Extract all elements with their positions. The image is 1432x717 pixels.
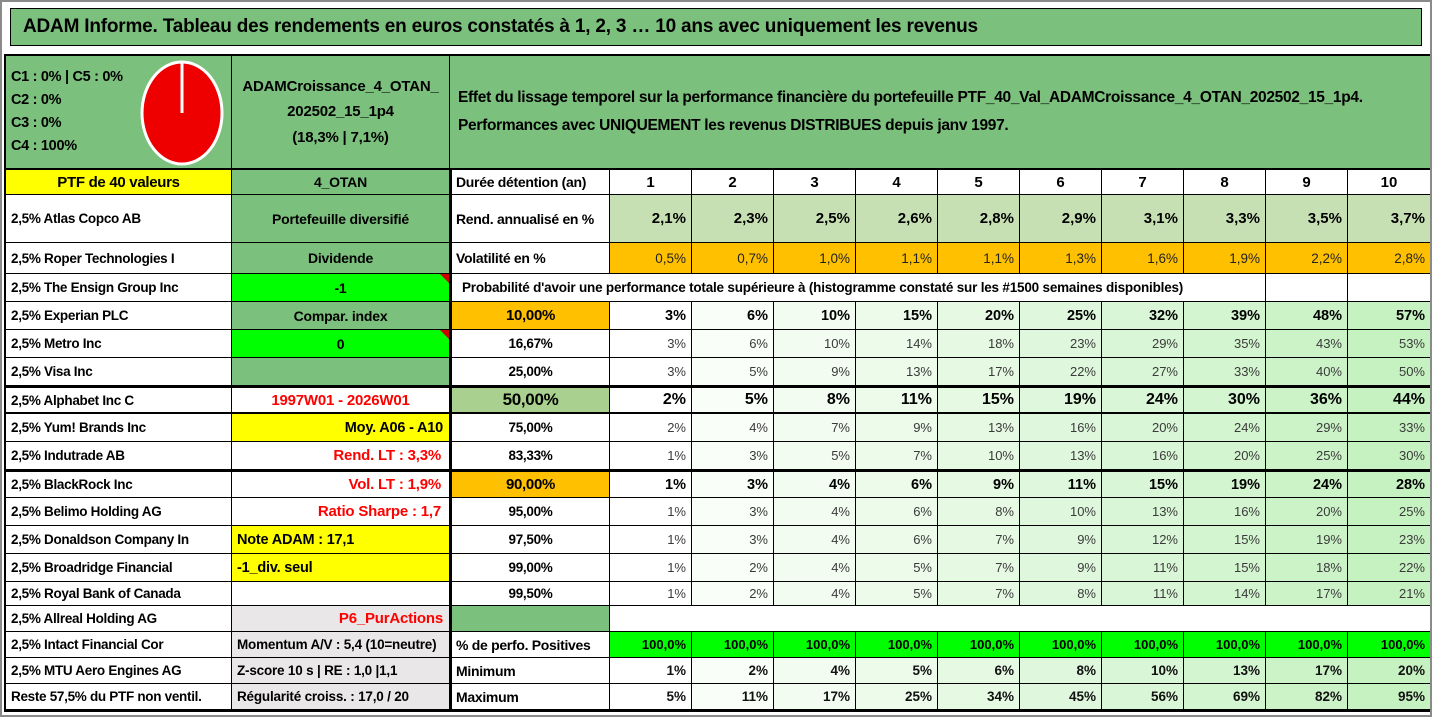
table-row <box>6 582 1430 606</box>
value-cell[interactable]: 0,7% <box>692 243 774 274</box>
spacer-cell <box>610 606 1430 632</box>
value-cell[interactable]: 6% <box>692 302 774 330</box>
value-cell[interactable]: 7% <box>938 526 1020 554</box>
stock-weight-cell[interactable]: 2,5% Experian PLC <box>6 302 232 330</box>
value-cell[interactable]: 82% <box>1266 684 1348 710</box>
portfolio-name-line: (18,3% | 7,1%) <box>292 128 389 146</box>
value-cell[interactable]: 5% <box>692 388 774 412</box>
row-label-cell[interactable]: % de perfo. Positives <box>450 632 610 658</box>
value-cell[interactable]: 24% <box>1266 472 1348 498</box>
value-cell[interactable]: 21% <box>1348 582 1430 606</box>
main-table <box>4 54 1432 712</box>
value-cell[interactable]: 100,0% <box>1348 632 1430 658</box>
value-cell[interactable]: 9% <box>856 414 938 442</box>
portfolio-attribute-cell[interactable]: 0 <box>232 330 450 358</box>
value-cell[interactable]: 1% <box>610 442 692 470</box>
page-title: ADAM Informe. Tableau des rendements en euros constatés à 1, 2, 3 … 10 ans avec uniquement les revenus <box>10 8 1422 46</box>
row-label-cell[interactable]: 83,33% <box>450 442 610 470</box>
value-cell[interactable]: 16% <box>1102 442 1184 470</box>
allocation-summary-cell[interactable] <box>6 56 232 168</box>
portfolio-attribute-cell[interactable]: 4_OTAN <box>232 170 450 195</box>
allocation-line: C1 : 0% | C5 : 0% <box>11 68 123 85</box>
value-cell[interactable]: 8% <box>774 388 856 412</box>
value-cell[interactable]: 7% <box>774 414 856 442</box>
value-cell[interactable]: 2,6% <box>856 195 938 243</box>
value-cell[interactable]: 13% <box>938 414 1020 442</box>
portfolio-attribute-cell[interactable]: -1 <box>232 274 450 302</box>
value-cell[interactable]: 48% <box>1266 302 1348 330</box>
value-cell[interactable]: 6% <box>938 658 1020 684</box>
portfolio-attribute-cell[interactable] <box>232 582 450 606</box>
table-row <box>6 386 1430 414</box>
value-cell[interactable]: 30% <box>1348 442 1430 470</box>
row-label-cell[interactable]: Volatilité en % <box>450 243 610 274</box>
value-cell[interactable]: 100,0% <box>1102 632 1184 658</box>
value-cell[interactable]: 13% <box>1102 498 1184 526</box>
value-cell[interactable]: 1,0% <box>774 243 856 274</box>
value-cell[interactable]: 4% <box>774 498 856 526</box>
row-label-cell[interactable]: Minimum <box>450 658 610 684</box>
stock-weight-cell[interactable]: 2,5% Broadridge Financial <box>6 554 232 582</box>
row-label-cell[interactable]: 95,00% <box>450 498 610 526</box>
stock-weight-cell[interactable]: 2,5% Royal Bank of Canada <box>6 582 232 606</box>
value-cell[interactable]: 4% <box>774 582 856 606</box>
value-cell[interactable]: 40% <box>1266 358 1348 386</box>
portfolio-description-cell[interactable] <box>450 56 1430 168</box>
value-cell[interactable]: 2% <box>610 388 692 412</box>
value-cell[interactable]: 18% <box>1266 554 1348 582</box>
value-cell[interactable]: 13% <box>1020 442 1102 470</box>
value-cell[interactable]: 1% <box>610 526 692 554</box>
value-cell[interactable]: 17% <box>774 684 856 710</box>
value-cell[interactable]: 100,0% <box>1020 632 1102 658</box>
value-cell[interactable]: 5% <box>856 554 938 582</box>
value-cell[interactable]: 29% <box>1266 414 1348 442</box>
portfolio-attribute-cell[interactable]: Dividende <box>232 243 450 274</box>
value-cell[interactable]: 12% <box>1102 526 1184 554</box>
duration-header-cell[interactable]: 9 <box>1266 170 1348 195</box>
value-cell[interactable]: 3% <box>610 358 692 386</box>
value-cell[interactable]: 4% <box>692 414 774 442</box>
value-cell[interactable]: 9% <box>1020 526 1102 554</box>
value-cell[interactable]: 2,8% <box>938 195 1020 243</box>
value-cell[interactable]: 6% <box>856 472 938 498</box>
value-cell[interactable]: 5% <box>610 684 692 710</box>
value-cell[interactable]: 8% <box>1020 658 1102 684</box>
value-cell[interactable]: 15% <box>1102 472 1184 498</box>
value-cell[interactable]: 3,3% <box>1184 195 1266 243</box>
value-cell[interactable]: 6% <box>692 330 774 358</box>
probability-note-cell[interactable]: Probabilité d'avoir une performance totale supérieure à (histogramme constaté sur les #1500 semaines disponibles) <box>450 274 1266 302</box>
value-cell[interactable]: 11% <box>1102 582 1184 606</box>
empty-cell[interactable] <box>1266 274 1348 302</box>
value-cell[interactable]: 2% <box>692 554 774 582</box>
portfolio-attribute-cell[interactable]: Momentum A/V : 5,4 (10=neutre) <box>232 632 450 658</box>
row-label-cell[interactable]: Rend. annualisé en % <box>450 195 610 243</box>
value-cell[interactable]: 23% <box>1348 526 1430 554</box>
stock-weight-cell[interactable]: 2,5% Allreal Holding AG <box>6 606 232 632</box>
value-cell[interactable]: 22% <box>1348 554 1430 582</box>
value-cell[interactable]: 8% <box>938 498 1020 526</box>
value-cell[interactable]: 3,5% <box>1266 195 1348 243</box>
stock-weight-cell[interactable]: 2,5% Belimo Holding AG <box>6 498 232 526</box>
table-row <box>6 302 1430 330</box>
table-row <box>6 470 1430 498</box>
table-row <box>6 243 1430 274</box>
value-cell[interactable]: 24% <box>1184 414 1266 442</box>
value-cell[interactable]: 25% <box>1266 442 1348 470</box>
value-cell[interactable]: 53% <box>1348 330 1430 358</box>
table-row <box>6 554 1430 582</box>
value-cell[interactable]: 10% <box>774 302 856 330</box>
value-cell[interactable]: 15% <box>938 388 1020 412</box>
value-cell[interactable]: 22% <box>1020 358 1102 386</box>
value-cell[interactable]: 4% <box>774 554 856 582</box>
value-cell[interactable]: 5% <box>856 658 938 684</box>
value-cell[interactable]: 10% <box>1020 498 1102 526</box>
value-cell[interactable]: 24% <box>1102 388 1184 412</box>
value-cell[interactable]: 2,2% <box>1266 243 1348 274</box>
portfolio-attribute-cell[interactable]: Portefeuille diversifié <box>232 195 450 243</box>
value-cell[interactable]: 20% <box>1184 442 1266 470</box>
value-cell[interactable]: 35% <box>1184 330 1266 358</box>
portfolio-attribute-cell[interactable]: P6_PurActions <box>232 606 450 632</box>
value-cell[interactable]: 36% <box>1266 388 1348 412</box>
value-cell[interactable]: 2,3% <box>692 195 774 243</box>
value-cell[interactable]: 10% <box>1102 658 1184 684</box>
stock-weight-cell[interactable]: PTF de 40 valeurs <box>6 170 232 195</box>
value-cell[interactable]: 5% <box>856 582 938 606</box>
value-cell[interactable]: 19% <box>1184 472 1266 498</box>
value-cell[interactable]: 3% <box>692 472 774 498</box>
value-cell[interactable]: 1,9% <box>1184 243 1266 274</box>
value-cell[interactable]: 1% <box>610 554 692 582</box>
value-cell[interactable]: 20% <box>1266 498 1348 526</box>
value-cell[interactable]: 2% <box>610 414 692 442</box>
value-cell[interactable]: 1,1% <box>856 243 938 274</box>
stock-weight-cell[interactable]: 2,5% Alphabet Inc C <box>6 388 232 412</box>
value-cell[interactable]: 50% <box>1348 358 1430 386</box>
allocation-line: C4 : 100% <box>11 138 77 155</box>
stock-weight-cell[interactable]: 2,5% Yum! Brands Inc <box>6 414 232 442</box>
value-cell[interactable]: 100,0% <box>1184 632 1266 658</box>
pie-chart-icon <box>139 59 225 167</box>
value-cell[interactable]: 25% <box>1020 302 1102 330</box>
value-cell[interactable]: 19% <box>1020 388 1102 412</box>
value-cell[interactable]: 10% <box>774 330 856 358</box>
value-cell[interactable]: 2% <box>692 582 774 606</box>
row-label-cell[interactable]: 10,00% <box>450 302 610 330</box>
value-cell[interactable]: 1,3% <box>1020 243 1102 274</box>
value-cell[interactable]: 7% <box>938 582 1020 606</box>
table-row <box>6 274 1430 302</box>
value-cell[interactable]: 69% <box>1184 684 1266 710</box>
value-cell[interactable]: 2,5% <box>774 195 856 243</box>
value-cell[interactable]: 100,0% <box>856 632 938 658</box>
value-cell[interactable]: 16% <box>1184 498 1266 526</box>
row-label-cell[interactable]: 75,00% <box>450 414 610 442</box>
value-cell[interactable]: 15% <box>1184 554 1266 582</box>
portfolio-name-cell[interactable] <box>232 56 450 168</box>
value-cell[interactable]: 56% <box>1102 684 1184 710</box>
value-cell[interactable]: 25% <box>856 684 938 710</box>
value-cell[interactable]: 9% <box>774 358 856 386</box>
table-row <box>6 498 1430 526</box>
table-row <box>6 442 1430 470</box>
value-cell[interactable]: 4% <box>774 526 856 554</box>
portfolio-attribute-cell[interactable]: Régularité croiss. : 17,0 / 20 <box>232 684 450 710</box>
allocation-line: C2 : 0% <box>11 91 62 108</box>
value-cell[interactable]: 32% <box>1102 302 1184 330</box>
duration-header-cell[interactable]: 2 <box>692 170 774 195</box>
value-cell[interactable]: 100,0% <box>1266 632 1348 658</box>
value-cell[interactable]: 33% <box>1348 414 1430 442</box>
value-cell[interactable]: 7% <box>938 554 1020 582</box>
value-cell[interactable]: 15% <box>1184 526 1266 554</box>
duration-header-cell[interactable]: 5 <box>938 170 1020 195</box>
value-cell[interactable]: 45% <box>1020 684 1102 710</box>
stock-weight-cell[interactable]: 2,5% MTU Aero Engines AG <box>6 658 232 684</box>
value-cell[interactable]: 19% <box>1266 526 1348 554</box>
value-cell[interactable]: 17% <box>1266 658 1348 684</box>
portfolio-attribute-cell[interactable]: Ratio Sharpe : 1,7 <box>232 498 450 526</box>
duration-header-cell[interactable]: 4 <box>856 170 938 195</box>
row-label-cell[interactable]: 99,50% <box>450 582 610 606</box>
value-cell[interactable]: 33% <box>1184 358 1266 386</box>
value-cell[interactable]: 4% <box>774 658 856 684</box>
row-label-cell[interactable]: 99,00% <box>450 554 610 582</box>
portfolio-attribute-cell[interactable]: Rend. LT : 3,3% <box>232 442 450 470</box>
value-cell[interactable]: 4% <box>774 472 856 498</box>
value-cell[interactable]: 2% <box>692 658 774 684</box>
stock-weight-cell[interactable]: 2,5% The Ensign Group Inc <box>6 274 232 302</box>
row-label-cell[interactable]: 25,00% <box>450 358 610 386</box>
value-cell[interactable]: 3% <box>692 526 774 554</box>
value-cell[interactable]: 39% <box>1184 302 1266 330</box>
value-cell[interactable]: 7% <box>856 442 938 470</box>
portfolio-attribute-cell[interactable]: 1997W01 - 2026W01 <box>232 388 450 412</box>
value-cell[interactable]: 43% <box>1266 330 1348 358</box>
table-row <box>6 606 1430 632</box>
value-cell[interactable]: 5% <box>774 442 856 470</box>
empty-cell[interactable] <box>1348 274 1430 302</box>
portfolio-attribute-cell[interactable]: Compar. index <box>232 302 450 330</box>
value-cell[interactable]: 3,7% <box>1348 195 1430 243</box>
portfolio-name-line: ADAMCroissance_4_OTAN_ <box>242 77 439 95</box>
portfolio-attribute-cell[interactable] <box>232 358 450 386</box>
value-cell[interactable]: 2,1% <box>610 195 692 243</box>
row-label-cell[interactable]: 90,00% <box>450 472 610 498</box>
portfolio-attribute-cell[interactable]: Z-score 10 s | RE : 1,0 |1,1 <box>232 658 450 684</box>
value-cell[interactable]: 2,8% <box>1348 243 1430 274</box>
value-cell[interactable]: 8% <box>1020 582 1102 606</box>
value-cell[interactable]: 1% <box>610 658 692 684</box>
stock-weight-cell[interactable]: 2,5% Indutrade AB <box>6 442 232 470</box>
value-cell[interactable]: 34% <box>938 684 1020 710</box>
comment-marker-icon <box>440 330 449 339</box>
table-row <box>6 414 1430 442</box>
value-cell[interactable]: 17% <box>1266 582 1348 606</box>
stock-weight-cell[interactable]: 2,5% Roper Technologies I <box>6 243 232 274</box>
duration-header-cell[interactable]: 10 <box>1348 170 1430 195</box>
value-cell[interactable]: 1% <box>610 498 692 526</box>
portfolio-name-line: 202502_15_1p4 <box>287 103 394 121</box>
duration-header-cell[interactable]: 3 <box>774 170 856 195</box>
value-cell[interactable]: 9% <box>1020 554 1102 582</box>
value-cell[interactable]: 20% <box>938 302 1020 330</box>
value-cell[interactable]: 5% <box>692 358 774 386</box>
stock-weight-cell[interactable]: 2,5% BlackRock Inc <box>6 472 232 498</box>
description-line: Performances avec UNIQUEMENT les revenus DISTRIBUES depuis janv 1997. <box>458 117 1009 134</box>
value-cell[interactable]: 11% <box>1020 472 1102 498</box>
stock-weight-cell[interactable]: Reste 57,5% du PTF non ventil. <box>6 684 232 710</box>
table-rows <box>6 170 1430 710</box>
duration-header-cell[interactable]: 8 <box>1184 170 1266 195</box>
value-cell[interactable]: 30% <box>1184 388 1266 412</box>
value-cell[interactable]: 57% <box>1348 302 1430 330</box>
spacer-green-cell[interactable] <box>450 606 610 632</box>
row-label-cell[interactable]: Maximum <box>450 684 610 710</box>
value-cell[interactable]: 100,0% <box>938 632 1020 658</box>
comment-marker-icon <box>440 274 449 283</box>
value-cell[interactable]: 1,6% <box>1102 243 1184 274</box>
duration-header-label-cell[interactable]: Durée détention (an) <box>450 170 610 195</box>
value-cell[interactable]: 20% <box>1102 414 1184 442</box>
value-cell[interactable]: 20% <box>1348 658 1430 684</box>
allocation-line: C3 : 0% <box>11 115 62 131</box>
value-cell[interactable]: 3% <box>610 302 692 330</box>
portfolio-attribute-cell[interactable]: Moy. A06 - A10 <box>232 414 450 442</box>
value-cell[interactable]: 3% <box>692 442 774 470</box>
table-row <box>6 658 1430 684</box>
value-cell[interactable]: 100,0% <box>692 632 774 658</box>
table-row <box>6 330 1430 358</box>
table-row <box>6 195 1430 243</box>
value-cell[interactable]: 9% <box>938 472 1020 498</box>
value-cell[interactable]: 28% <box>1348 472 1430 498</box>
summary-band <box>6 56 1430 170</box>
allocation-lines <box>11 66 123 159</box>
portfolio-attribute-cell[interactable]: -1_div. seul <box>232 554 450 582</box>
table-row <box>6 684 1430 710</box>
value-cell[interactable]: 14% <box>1184 582 1266 606</box>
duration-header-cell[interactable]: 6 <box>1020 170 1102 195</box>
value-cell[interactable]: 1% <box>610 582 692 606</box>
stock-weight-cell[interactable]: 2,5% Atlas Copco AB <box>6 195 232 243</box>
value-cell[interactable]: 27% <box>1102 358 1184 386</box>
value-cell[interactable]: 1% <box>610 472 692 498</box>
duration-header-cell[interactable]: 1 <box>610 170 692 195</box>
table-row <box>6 632 1430 658</box>
duration-header-cell[interactable]: 7 <box>1102 170 1184 195</box>
value-cell[interactable]: 23% <box>1020 330 1102 358</box>
portfolio-attribute-cell[interactable]: Vol. LT : 1,9% <box>232 472 450 498</box>
value-cell[interactable]: 3% <box>610 330 692 358</box>
value-cell[interactable]: 3,1% <box>1102 195 1184 243</box>
portfolio-attribute-cell[interactable]: Note ADAM : 17,1 <box>232 526 450 554</box>
stock-weight-cell[interactable]: 2,5% Intact Financial Cor <box>6 632 232 658</box>
value-cell[interactable]: 11% <box>692 684 774 710</box>
value-cell[interactable]: 1,1% <box>938 243 1020 274</box>
value-cell[interactable]: 13% <box>1184 658 1266 684</box>
value-cell[interactable]: 10% <box>938 442 1020 470</box>
value-cell[interactable]: 44% <box>1348 388 1430 412</box>
table-row <box>6 358 1430 386</box>
stock-weight-cell[interactable]: 2,5% Metro Inc <box>6 330 232 358</box>
description-line: Effet du lissage temporel sur la performance financière du portefeuille PTF_40_Val_ADAMCroissance_4_OTAN_202502_15_1p4. <box>458 89 1363 107</box>
value-cell[interactable]: 15% <box>856 302 938 330</box>
value-cell[interactable]: 29% <box>1102 330 1184 358</box>
value-cell[interactable]: 6% <box>856 498 938 526</box>
value-cell[interactable]: 25% <box>1348 498 1430 526</box>
value-cell[interactable]: 16% <box>1020 414 1102 442</box>
value-cell[interactable]: 11% <box>856 388 938 412</box>
value-cell[interactable]: 100,0% <box>774 632 856 658</box>
value-cell[interactable]: 18% <box>938 330 1020 358</box>
value-cell[interactable]: 17% <box>938 358 1020 386</box>
stock-weight-cell[interactable]: 2,5% Visa Inc <box>6 358 232 386</box>
value-cell[interactable]: 100,0% <box>610 632 692 658</box>
value-cell[interactable]: 13% <box>856 358 938 386</box>
value-cell[interactable]: 95% <box>1348 684 1430 710</box>
table-row <box>6 170 1430 195</box>
stock-weight-cell[interactable]: 2,5% Donaldson Company In <box>6 526 232 554</box>
value-cell[interactable]: 14% <box>856 330 938 358</box>
row-label-cell[interactable]: 16,67% <box>450 330 610 358</box>
row-label-cell[interactable]: 97,50% <box>450 526 610 554</box>
row-label-cell[interactable]: 50,00% <box>450 388 610 412</box>
value-cell[interactable]: 3% <box>692 498 774 526</box>
value-cell[interactable]: 2,9% <box>1020 195 1102 243</box>
value-cell[interactable]: 0,5% <box>610 243 692 274</box>
value-cell[interactable]: 11% <box>1102 554 1184 582</box>
table-row <box>6 526 1430 554</box>
value-cell[interactable]: 6% <box>856 526 938 554</box>
